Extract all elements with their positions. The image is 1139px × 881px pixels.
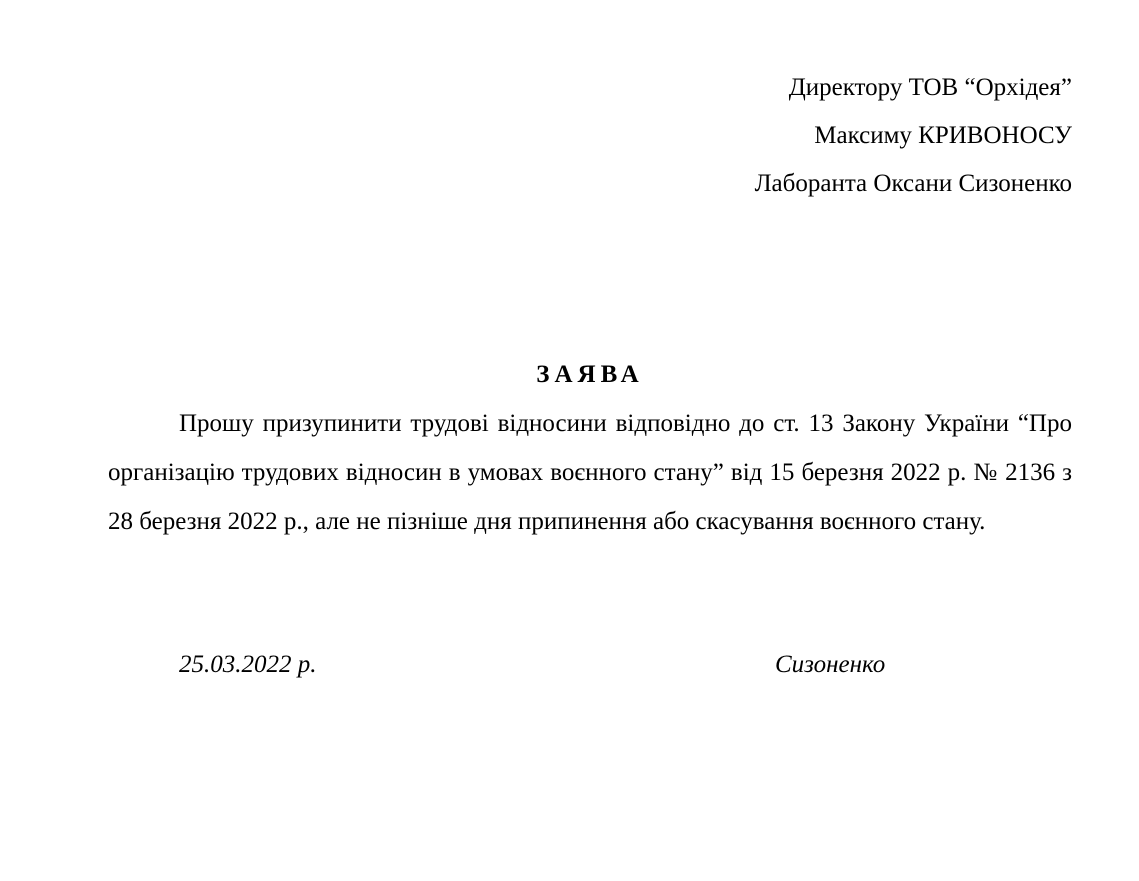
document-title: ЗАЯВА [536,361,644,388]
addressee-director: Директору ТОВ “Орхідея” [788,74,1072,101]
document-body: Прошу призупинити трудові відносини відповідно до ст. 13 Закону України “Про організацію трудових відносин в умовах воєнного стану” від 15 березня 2022 р. № 2136 з 28 березня 2022 р., але не пізніше дня припинення або скасування воєнного стану. [108,410,1072,535]
sender-name: Лаборанта Оксани Сизоненко [754,170,1072,197]
addressee-name: Максиму КРИВОНОСУ [814,122,1072,149]
document-date: 25.03.2022 р. [179,651,317,678]
addressee-block [755,64,1072,208]
signature: Сизоненко [775,651,886,678]
